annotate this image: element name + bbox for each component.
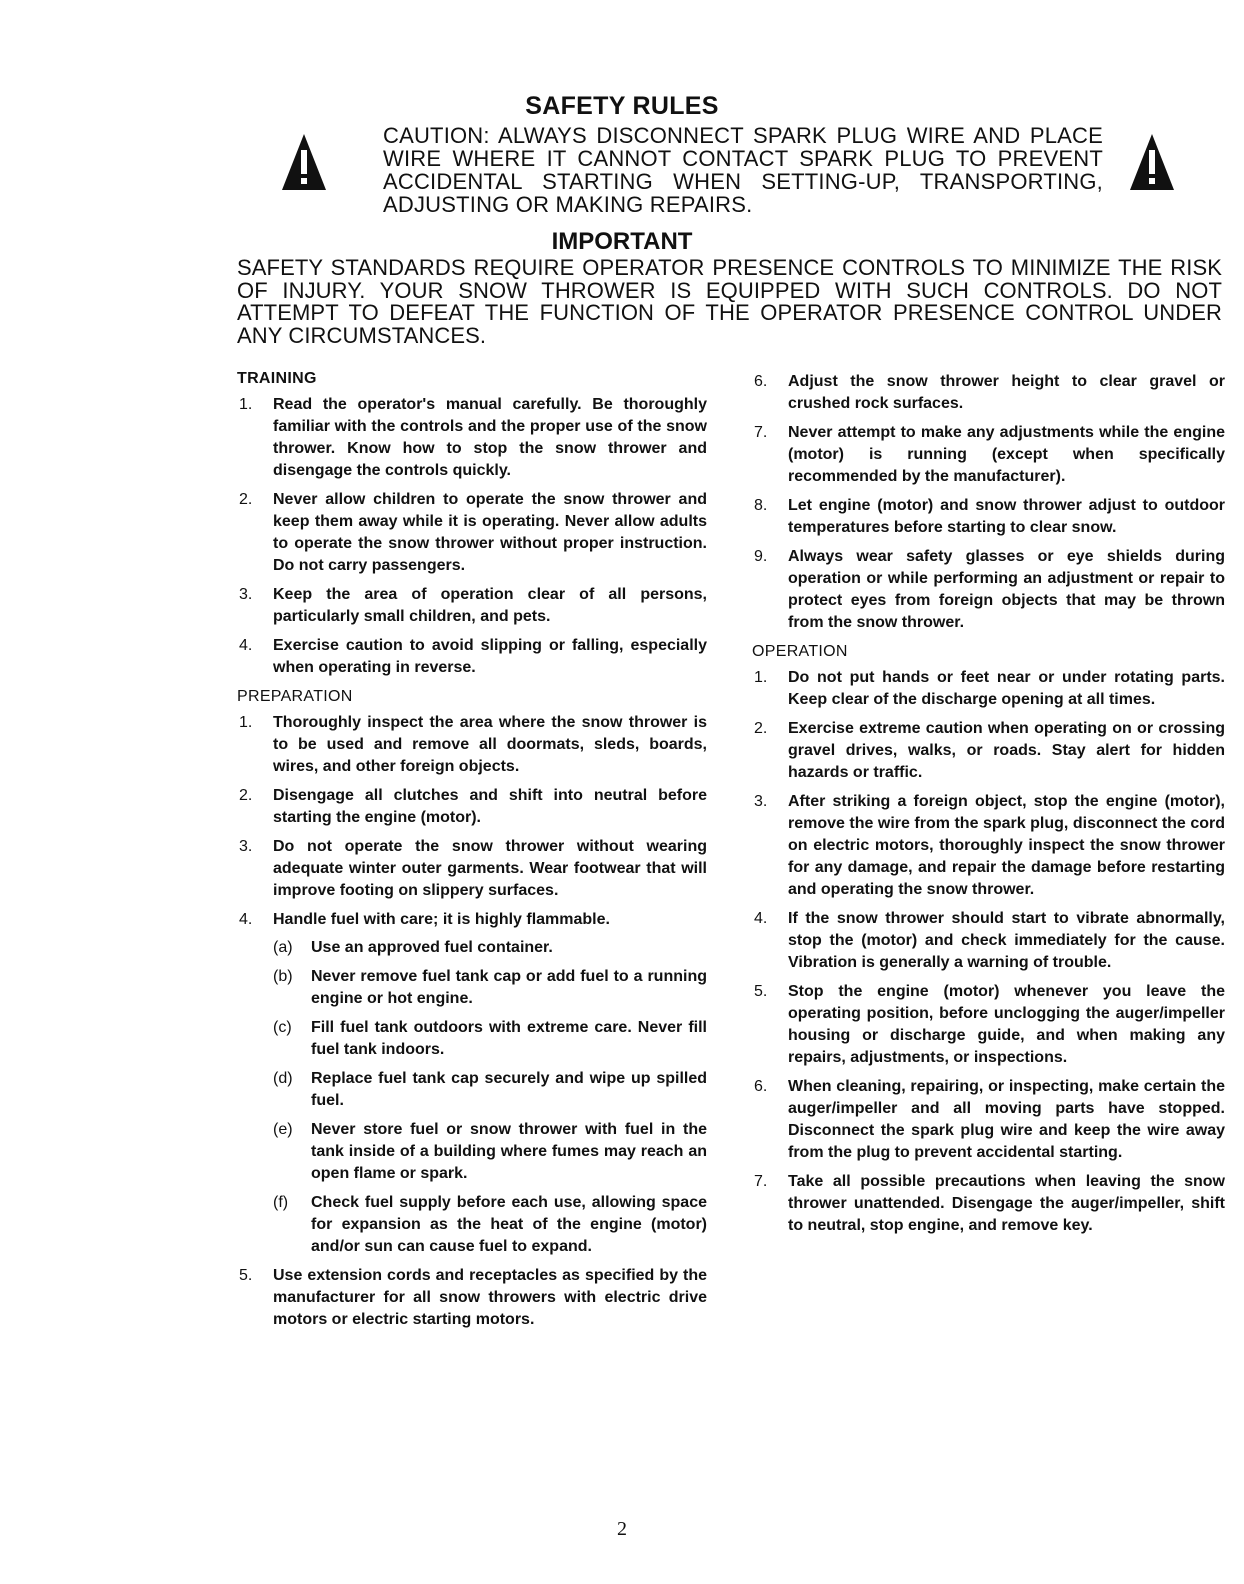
list-item <box>752 981 1225 1069</box>
list-item <box>752 1171 1225 1237</box>
list-item <box>237 394 707 482</box>
item-text: Stop the engine (motor) whenever you leave the operating position, before unclogging the auger/impeller housing or discharge guide, and when making any repairs, adjustments, or inspections. <box>788 983 1225 1066</box>
item-number: 5. <box>239 1267 253 1284</box>
list-item <box>752 718 1225 784</box>
list-item <box>752 495 1225 539</box>
sub-item-letter: (d) <box>273 1070 293 1087</box>
list-item <box>237 635 707 679</box>
sub-item-letter: (b) <box>273 968 293 985</box>
sub-item-text: Fill fuel tank outdoors with extreme care. Never fill fuel tank indoors. <box>311 1019 707 1058</box>
training-heading: TRAINING <box>237 370 317 387</box>
item-number: 3. <box>239 838 253 855</box>
sub-item <box>273 966 707 1010</box>
sub-item-letter: (a) <box>273 939 293 956</box>
page-title: SAFETY RULES <box>525 92 719 120</box>
sub-item <box>273 1192 707 1258</box>
list-item <box>237 785 707 829</box>
warning-triangle-icon <box>1128 132 1176 192</box>
list-item <box>752 1076 1225 1164</box>
list-item <box>237 489 707 577</box>
item-number: 6. <box>754 373 768 390</box>
item-number: 4. <box>239 911 253 928</box>
list-item <box>237 584 707 628</box>
item-text: Take all possible precautions when leaving the snow thrower unattended. Disengage the auger/impeller, shift to neutral, stop engine, and remove key. <box>788 1173 1225 1234</box>
sub-item <box>273 937 707 959</box>
item-text: Handle fuel with care; it is highly flammable. <box>273 911 610 928</box>
sub-item-text: Use an approved fuel container. <box>311 939 553 956</box>
item-text: Read the operator's manual carefully. Be thoroughly familiar with the controls and the proper use of the snow thrower. Know how to stop the snow thrower and disengage the controls quickly. <box>273 396 707 479</box>
sub-item <box>273 1068 707 1112</box>
item-text: Thoroughly inspect the area where the snow thrower is to be used and remove all doormats, sleds, boards, wires, and other foreign objects. <box>273 714 707 775</box>
important-heading: IMPORTANT <box>551 228 693 255</box>
list-item <box>752 791 1225 901</box>
list-item <box>752 371 1225 415</box>
item-text: Adjust the snow thrower height to clear gravel or crushed rock surfaces. <box>788 373 1225 412</box>
item-number: 7. <box>754 424 768 441</box>
right-column <box>752 371 1225 1244</box>
item-text: Use extension cords and receptacles as specified by the manufacturer for all snow throwers with electric drive motors or electric starting motors. <box>273 1267 707 1328</box>
item-number: 1. <box>239 714 253 731</box>
item-text: After striking a foreign object, stop the engine (motor), remove the wire from the spark plug, disconnect the cord on electric motors, thoroughly inspect the snow thrower for any damage, and repair the damage before restarting and operating the snow thrower. <box>788 793 1225 898</box>
item-text: Exercise extreme caution when operating on or crossing gravel drives, walks, or roads. Stay alert for hidden hazards or traffic. <box>788 720 1225 781</box>
important-notice: SAFETY STANDARDS REQUIRE OPERATOR PRESENCE CONTROLS TO MINIMIZE THE RISK OF INJURY. YOUR SNOW THROWER IS EQUIPPED WITH SUCH CONTROLS. DO NOT ATTEMPT TO DEFEAT THE FUNCTION OF THE OPERATOR PRESENCE CONTROL UNDER ANY CIRCUMSTANCES. <box>237 255 1222 348</box>
left-column <box>237 368 707 1338</box>
item-number: 7. <box>754 1173 768 1190</box>
page-number: 2 <box>617 1518 627 1540</box>
item-text: Do not put hands or feet near or under rotating parts. Keep clear of the discharge opening at all times. <box>788 669 1225 708</box>
preparation-heading: PREPARATION <box>237 688 353 705</box>
list-item <box>237 1265 707 1331</box>
item-text: Disengage all clutches and shift into neutral before starting the engine (motor). <box>273 787 707 826</box>
list-item <box>237 836 707 902</box>
item-text: Let engine (motor) and snow thrower adjust to outdoor temperatures before starting to clear snow. <box>788 497 1225 536</box>
preparation-list-continued <box>752 371 1225 634</box>
item-number: 5. <box>754 983 768 1000</box>
item-number: 2. <box>239 491 253 508</box>
sub-item-letter: (c) <box>273 1019 292 1036</box>
item-text: Do not operate the snow thrower without wearing adequate winter outer garments. Wear footwear that will improve footing on slippery surfaces. <box>273 838 707 899</box>
list-item <box>237 712 707 778</box>
item-text: Always wear safety glasses or eye shields during operation or while performing an adjustment or repair to protect eyes from foreign objects that may be thrown from the snow thrower. <box>788 548 1225 631</box>
list-item <box>752 667 1225 711</box>
item-number: 4. <box>754 910 768 927</box>
item-text: Exercise caution to avoid slipping or falling, especially when operating in reverse. <box>273 637 707 676</box>
item-number: 3. <box>754 793 768 810</box>
warning-triangle-icon <box>280 132 328 192</box>
item-number: 4. <box>239 637 253 654</box>
item-number: 6. <box>754 1078 768 1095</box>
list-item <box>752 422 1225 488</box>
item-text: Never allow children to operate the snow thrower and keep them away while it is operating. Never allow adults to operate the snow thrower without proper instruction. Do not carry passengers. <box>273 491 707 574</box>
item-number: 3. <box>239 586 253 603</box>
list-item <box>752 546 1225 634</box>
list-item <box>752 908 1225 974</box>
caution-notice: CAUTION: ALWAYS DISCONNECT SPARK PLUG WIRE AND PLACE WIRE WHERE IT CANNOT CONTACT SPARK PLUG TO PREVENT ACCIDENTAL STARTING WHEN SETTING-UP, TRANSPORTING, ADJUSTING OR MAKING REPAIRS. <box>383 123 1103 217</box>
sub-item <box>273 1119 707 1185</box>
sub-item-text: Never store fuel or snow thrower with fuel in the tank inside of a building where fumes may reach an open flame or spark. <box>311 1121 707 1182</box>
sub-item-text: Check fuel supply before each use, allowing space for expansion as the heat of the engine (motor) and/or sun can cause fuel to expand. <box>311 1194 707 1255</box>
fuel-sublist <box>273 937 707 1258</box>
operation-list <box>752 667 1225 1237</box>
sub-item-letter: (f) <box>273 1194 289 1211</box>
item-number: 2. <box>754 720 768 737</box>
item-text: If the snow thrower should start to vibrate abnormally, stop the (motor) and check immediately for the cause. Vibration is generally a warning of trouble. <box>788 910 1225 971</box>
item-number: 8. <box>754 497 768 514</box>
sub-item-letter: (e) <box>273 1121 293 1138</box>
preparation-list <box>237 712 707 1331</box>
list-item <box>237 909 707 1258</box>
sub-item <box>273 1017 707 1061</box>
item-text: When cleaning, repairing, or inspecting, make certain the auger/impeller and all moving parts have stopped. Disconnect the spark plug wire and keep the wire away from the plug to prevent accidental starting. <box>788 1078 1225 1161</box>
sub-item-text: Never remove fuel tank cap or add fuel to a running engine or hot engine. <box>311 968 707 1007</box>
item-text: Never attempt to make any adjustments while the engine (motor) is running (except when specifically recommended by the manufacturer). <box>788 424 1225 485</box>
sub-item-text: Replace fuel tank cap securely and wipe up spilled fuel. <box>311 1070 707 1109</box>
item-text: Keep the area of operation clear of all persons, particularly small children, and pets. <box>273 586 707 625</box>
item-number: 1. <box>239 396 253 413</box>
item-number: 2. <box>239 787 253 804</box>
item-number: 1. <box>754 669 768 686</box>
item-number: 9. <box>754 548 768 565</box>
operation-heading: OPERATION <box>752 643 848 660</box>
training-list <box>237 394 707 679</box>
